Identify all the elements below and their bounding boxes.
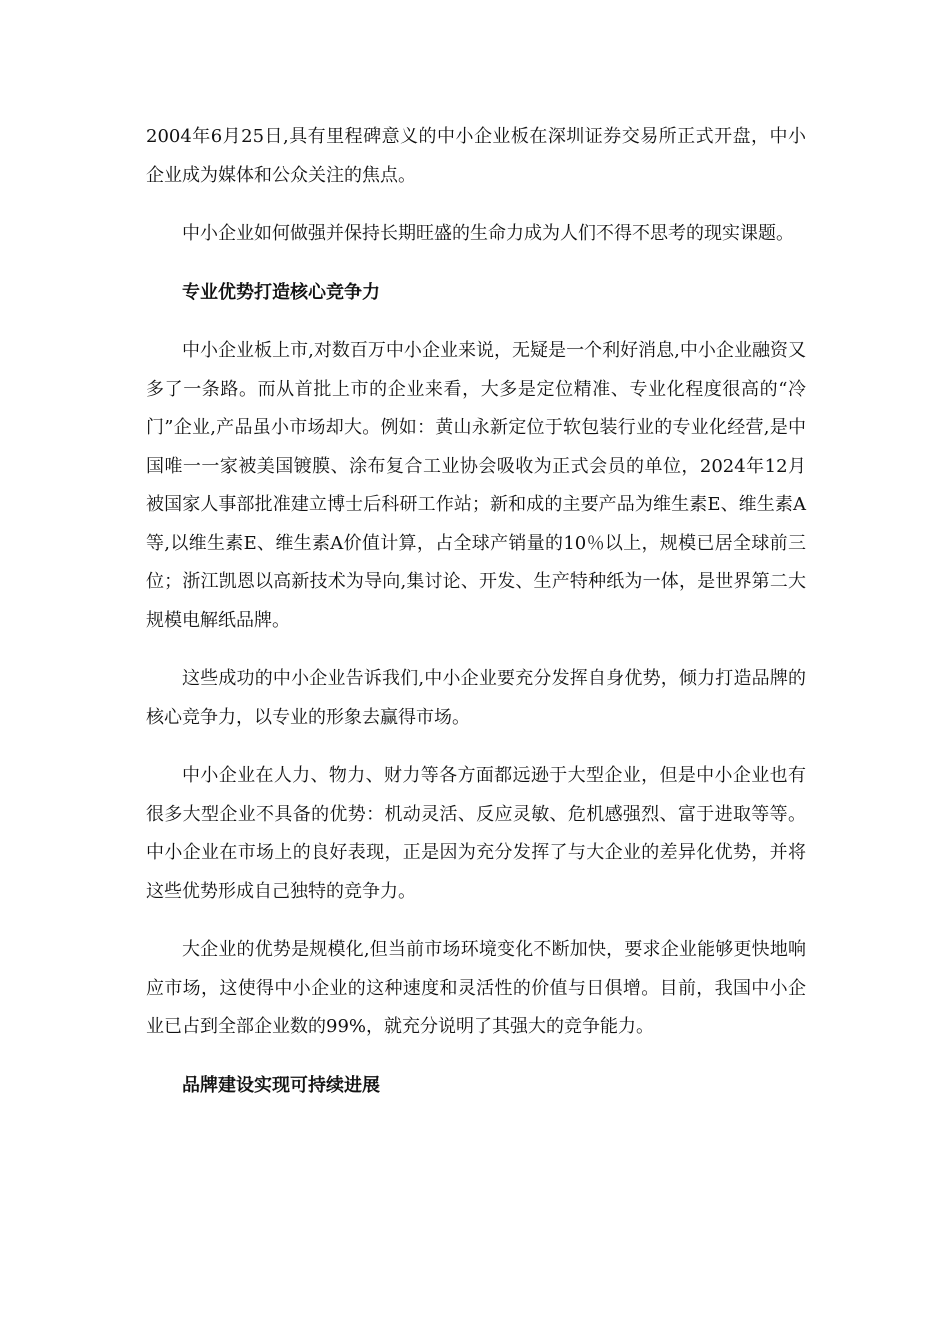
section-heading-brand-building: 品牌建设实现可持续进展 — [182, 1074, 380, 1096]
paragraph-speed-and-flexibility: 大企业的优势是规模化,但当前市场环境变化不断加快，要求企业能够更快地响应市场，这使得中小企业的这种速度和灵活性的价值与日俱增。目前，我国中小企业已占到全部企业数的99%，就充分说明了其强大的竞争能力。 — [146, 939, 806, 1037]
paragraph-brand-core-competitiveness: 这些成功的中小企业告诉我们,中小企业要充分发挥自身优势，倾力打造品牌的核心竞争力，以专业的形象去赢得市场。 — [146, 668, 806, 728]
section-heading-core-competitiveness: 专业优势打造核心竞争力 — [182, 281, 380, 303]
paragraph-listed-company-examples: 中小企业板上市,对数百万中小企业来说，无疑是一个利好消息,中小企业融资又多了一条路。而从首批上市的企业来看，大多是定位精准、专业化程度很高的“冷门”企业,产品虽小市场却大。例如：黄山永新定位于软包装行业的专业化经营,是中国唯一一家被美国镀膜、涂布复合工业协会吸收为正式会员的单位，2024年12月被国家人事部批准建立博士后科研工作站；新和成的主要产品为维生素E、维生素A等,以维生素E、维生素A价值计算，占全球产销量的10％以上，规模已居全球前三位；浙江凯恩以高新技术为导向,集讨论、开发、生产特种纸为一体，是世界第二大规模电解纸品牌。 — [146, 340, 806, 631]
paragraph-sme-advantages: 中小企业在人力、物力、财力等各方面都远逊于大型企业，但是中小企业也有很多大型企业不具备的优势：机动灵活、反应灵敏、危机感强烈、富于进取等等。中小企业在市场上的良好表现，正是因为充分发挥了与大企业的差异化优势，并将这些优势形成自己独特的竞争力。 — [146, 765, 806, 902]
paragraph-sustainability-question: 中小企业如何做强并保持长期旺盛的生命力成为人们不得不思考的现实课题。 — [182, 223, 794, 244]
document-page — [146, 118, 806, 1125]
paragraph-sme-board-opening: 2004年6月25日,具有里程碑意义的中小企业板在深圳证券交易所正式开盘，中小企业成为媒体和公众关注的焦点。 — [146, 126, 806, 186]
